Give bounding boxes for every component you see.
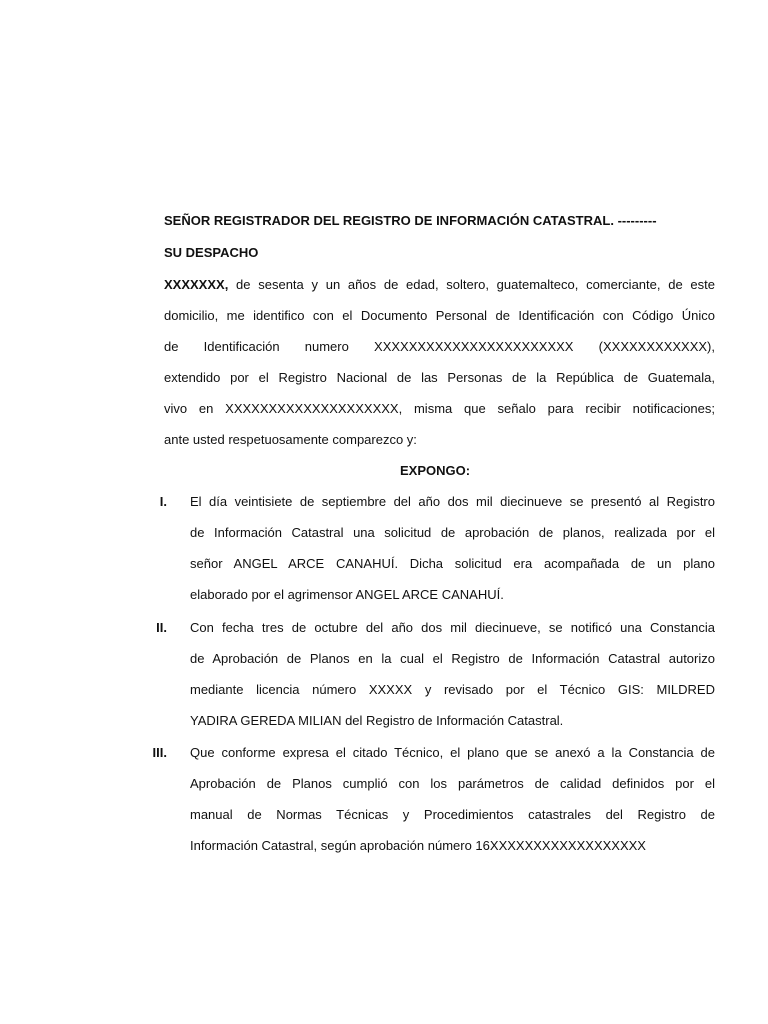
list-item-line: Información Catastral, según aprobación número 16XXXXXXXXXXXXXXXXXX	[190, 838, 646, 853]
intro-line-4: extendido por el Registro Nacional de las Personas de la República de Guatemala,	[164, 370, 715, 385]
intro-line-6: ante usted respetuosamente comparezco y:	[164, 432, 417, 447]
list-item-line: El día veintisiete de septiembre del año dos mil diecinueve se presentó al Registro	[190, 494, 715, 509]
list-item-line: elaborado por el agrimensor ANGEL ARCE CANAHUÍ.	[190, 587, 504, 602]
list-item-line: señor ANGEL ARCE CANAHUÍ. Dicha solicitud era acompañada de un plano	[190, 556, 715, 571]
intro-line-5: vivo en XXXXXXXXXXXXXXXXXXXX, misma que señalo para recibir notificaciones;	[164, 401, 715, 416]
list-item-line: de Aprobación de Planos en la cual el Registro de Información Catastral autorizo	[190, 651, 715, 666]
list-item-line: YADIRA GEREDA MILIAN del Registro de Información Catastral.	[190, 713, 564, 728]
item-numeral-3: III.	[152, 745, 167, 760]
document-subheading: SU DESPACHO	[164, 245, 259, 260]
list-item-line: Aprobación de Planos cumplió con los parámetros de calidad definidos por el	[190, 776, 715, 791]
list-item-line: Que conforme expresa el citado Técnico, el plano que se anexó a la Constancia de	[190, 745, 715, 760]
list-item-line: mediante licencia número XXXXX y revisado por el Técnico GIS: MILDRED	[190, 682, 715, 697]
intro-line-1	[164, 277, 715, 293]
intro-line-2: domicilio, me identifico con el Documento Personal de Identificación con Código Único	[164, 308, 715, 323]
intro-line-1-text: de sesenta y un años de edad, soltero, guatemalteco, comerciante, de este	[228, 277, 715, 292]
applicant-name: XXXXXXX,	[164, 277, 229, 292]
list-item-line: Con fecha tres de octubre del año dos mil diecinueve, se notificó una Constancia	[190, 620, 715, 635]
item-numeral-2: II.	[156, 620, 167, 635]
document-heading: SEÑOR REGISTRADOR DEL REGISTRO DE INFORMACIÓN CATASTRAL. ---------	[164, 213, 657, 228]
item-numeral-1: I.	[159, 494, 167, 509]
intro-line-3: de Identificación numero XXXXXXXXXXXXXXXXXXXXXXX (XXXXXXXXXXXX),	[164, 339, 715, 354]
list-item-line: manual de Normas Técnicas y Procedimientos catastrales del Registro de	[190, 807, 715, 822]
section-title: EXPONGO:	[400, 463, 471, 478]
list-item-line: de Información Catastral una solicitud de aprobación de planos, realizada por el	[190, 525, 715, 540]
